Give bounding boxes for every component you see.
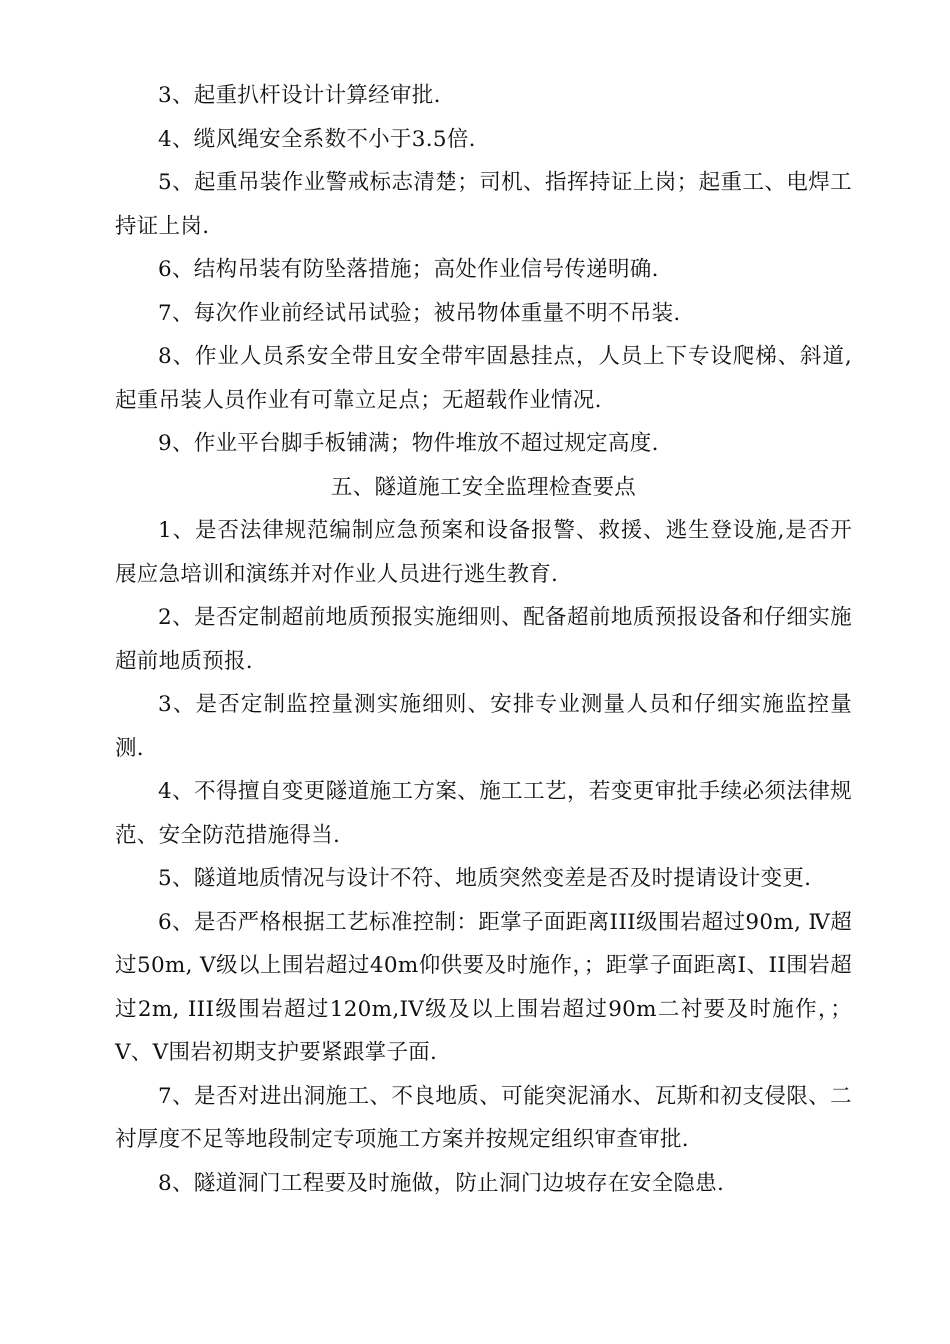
section-heading-tunnel-safety: 五、隧道施工安全监理检查要点 xyxy=(330,474,637,500)
item-7-trial-lift: 7、每次作业前经试吊试验；被吊物体重量不明不吊装. xyxy=(158,300,681,326)
item-8-safety-belt: 8、作业人员系安全带且安全带牢固悬挂点，人员上下专设爬梯、斜道,起重吊装人员作业有可靠立足点；无超载作业情况. xyxy=(115,344,852,413)
tunnel-item-1-emergency-plan: 1、是否法律规范编制应急预案和设备报警、救援、逃生登设施,是否开展应急培训和演练并对作业人员进行逃生教育. xyxy=(115,518,852,587)
tunnel-item-7-special-plans: 7、是否对进出洞施工、不良地质、可能突泥涌水、瓦斯和初支侵限、二衬厚度不足等地段制定专项施工方案并按规定组织审查审批. xyxy=(115,1083,852,1152)
tunnel-item-8-portal-works: 8、隧道洞门工程要及时施做，防止洞门边坡存在安全隐患. xyxy=(158,1170,725,1196)
item-4-guy-rope-safety-factor: 4、缆风绳安全系数不小于3.5倍. xyxy=(158,126,476,152)
item-6-fall-prevention: 6、结构吊装有防坠落措施；高处作业信号传递明确. xyxy=(158,257,659,282)
item-5-warning-signs-certification: 5、起重吊装作业警戒标志清楚；司机、指挥持证上岗；起重工、电焊工持证上岗. xyxy=(115,170,852,239)
tunnel-item-5-geology-mismatch: 5、隧道地质情况与设计不符、地质突然变差是否及时提请设计变更. xyxy=(158,866,812,891)
tunnel-item-3-monitoring: 3、是否定制监控量测实施细则、安排专业测量人员和仔细实施监控量测. xyxy=(115,692,852,761)
document-body xyxy=(115,74,852,1205)
tunnel-item-6-process-control: 6、是否严格根据工艺标准控制：距掌子面距离III级围岩超过90m, Ⅳ超过50m, Ⅴ级以上围岩超过40m仰供要及时施作，；距掌子面距离I、II围岩超过2m, III级围岩超过120m,IV级及以上围岩超过90m二衬要及时施作，；V、V围岩初期支护要紧跟掌子面. xyxy=(115,909,852,1065)
item-3-derrick-design: 3、起重扒杆设计计算经审批. xyxy=(158,83,441,108)
tunnel-item-4-plan-changes: 4、不得擅自变更隧道施工方案、施工工艺，若变更审批手续必须法律规范、安全防范措施得当. xyxy=(115,779,852,848)
item-9-platform-boards: 9、作业平台脚手板铺满；物件堆放不超过规定高度. xyxy=(158,431,659,456)
tunnel-item-2-geological-forecast: 2、是否定制超前地质预报实施细则、配备超前地质预报设备和仔细实施超前地质预报. xyxy=(115,605,852,674)
